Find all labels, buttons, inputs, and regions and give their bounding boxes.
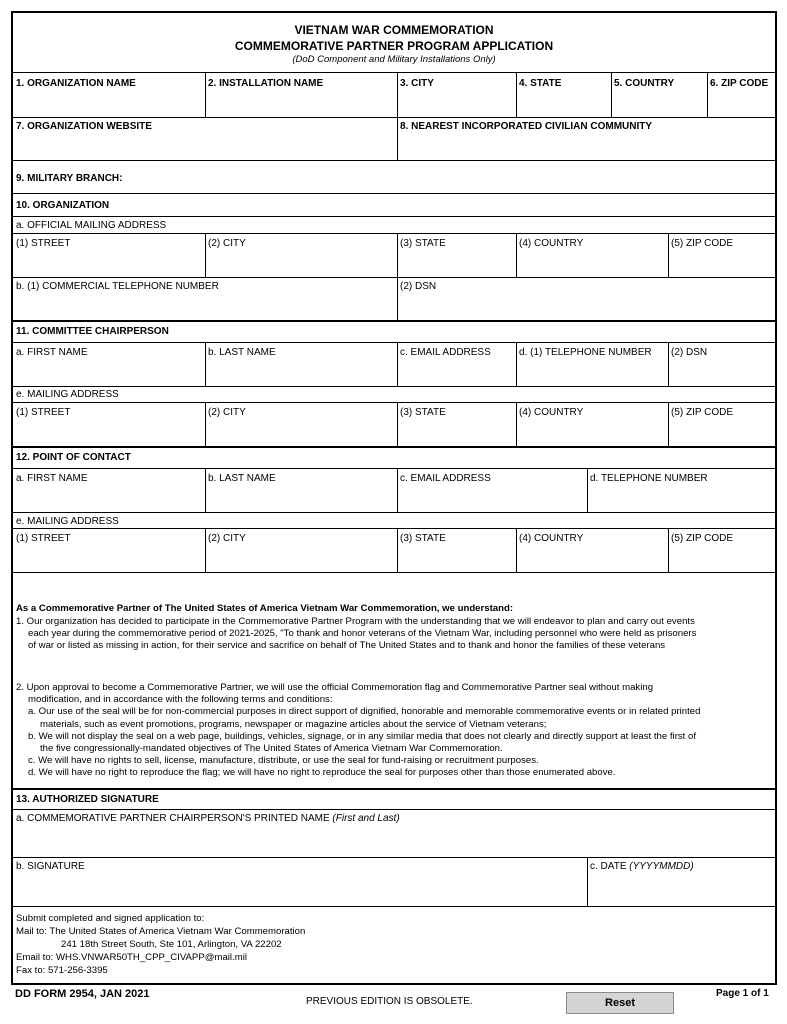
poc-zip-label: (5) ZIP CODE [671, 533, 734, 544]
poc-city-input[interactable] [206, 547, 396, 569]
section-12-heading: 12. POINT OF CONTACT [16, 452, 131, 463]
submit-instructions: Submit completed and signed application to: Mail to: The United States of America Vietnam War Commemoration 241 18th Street South, Ste 101, Arlington, VA 22202 Email to: WHS.VNWAR50TH_CPP_CIVAPP@mail.mil Fax to: 571-256-3395 [16, 913, 306, 976]
org-street-input[interactable] [14, 252, 204, 274]
poc-state-label: (3) STATE [400, 533, 446, 544]
website-input[interactable] [14, 135, 396, 157]
org-name-label: 1. ORGANIZATION NAME [16, 78, 136, 89]
chair-city-label: (2) CITY [208, 407, 246, 418]
section-11-heading: 11. COMMITTEE CHAIRPERSON [16, 326, 169, 337]
form-frame [11, 11, 777, 985]
org-city-input[interactable] [206, 252, 396, 274]
chair-mailing-address-label: e. MAILING ADDRESS [16, 389, 119, 400]
chair-dsn-label: (2) DSN [671, 347, 708, 358]
poc-city-label: (2) CITY [208, 533, 246, 544]
poc-first-name-input[interactable] [14, 487, 204, 509]
chair-state-input[interactable] [398, 421, 515, 443]
poc-country-input[interactable] [517, 547, 667, 569]
city-input[interactable] [398, 92, 515, 114]
chair-phone-input[interactable] [517, 361, 667, 383]
military-branch-label: 9. MILITARY BRANCH: [16, 173, 123, 184]
org-city-label: (2) CITY [208, 238, 246, 249]
org-phone-label: b. (1) COMMERCIAL TELEPHONE NUMBER [16, 281, 219, 292]
chair-country-input[interactable] [517, 421, 667, 443]
poc-state-input[interactable] [398, 547, 515, 569]
section-13-heading: 13. AUTHORIZED SIGNATURE [16, 794, 159, 805]
chair-country-label: (4) COUNTRY [519, 407, 584, 418]
org-dsn-label: (2) DSN [400, 281, 437, 292]
poc-email-label: c. EMAIL ADDRESS [400, 473, 491, 484]
poc-country-label: (4) COUNTRY [519, 533, 584, 544]
poc-email-input[interactable] [398, 487, 586, 509]
date-label: c. DATE (YYYYMMDD) [590, 861, 694, 872]
country-label: 5. COUNTRY [614, 78, 675, 89]
date-input[interactable] [588, 875, 774, 904]
poc-street-input[interactable] [14, 547, 204, 569]
country-input[interactable] [612, 92, 706, 114]
org-country-input[interactable] [517, 252, 667, 274]
state-label: 4. STATE [519, 78, 562, 89]
org-street-label: (1) STREET [16, 238, 71, 249]
poc-mailing-address-label: e. MAILING ADDRESS [16, 516, 119, 527]
org-zip-input[interactable] [669, 252, 774, 274]
agreement-heading: As a Commemorative Partner of The United States of America Vietnam War Commemoration, we understand: [16, 603, 514, 614]
signature-label: b. SIGNATURE [16, 861, 85, 872]
poc-last-name-input[interactable] [206, 487, 396, 509]
signature-field[interactable] [14, 875, 586, 904]
poc-phone-label: d. TELEPHONE NUMBER [590, 473, 708, 484]
page-number: Page 1 of 1 [716, 988, 769, 999]
chair-email-label: c. EMAIL ADDRESS [400, 347, 491, 358]
chair-last-name-input[interactable] [206, 361, 396, 383]
org-name-input[interactable] [14, 92, 204, 114]
military-branch-input[interactable] [133, 165, 773, 189]
form-subtitle: (DoD Component and Military Installations Only) [292, 54, 496, 65]
section-10-heading: 10. ORGANIZATION [16, 200, 110, 211]
org-state-input[interactable] [398, 252, 515, 274]
poc-zip-input[interactable] [669, 547, 774, 569]
reset-button[interactable]: Reset [566, 992, 674, 1014]
chair-last-name-label: b. LAST NAME [208, 347, 276, 358]
divider [13, 72, 775, 73]
chair-first-name-input[interactable] [14, 361, 204, 383]
chair-zip-input[interactable] [669, 421, 774, 443]
zip-input[interactable] [708, 92, 774, 114]
obsolete-notice: PREVIOUS EDITION IS OBSOLETE. [306, 996, 473, 1007]
agreement-item-1: 1. Our organization has decided to participate in the Commemorative Partner Program with the understanding that we will endeavor to plan and carry out events each year during the commemorative period of 2021-2025, "To thank and honor veterans of the Vietnam War, including personnel who were held as prisoners of war or listed as missing in action, for their service and sacrifice on behalf of The United States and to thank and honor the families of these veterans [16, 616, 697, 652]
org-mailing-address-label: a. OFFICIAL MAILING ADDRESS [16, 220, 167, 231]
form-id: DD FORM 2954, JAN 2021 [15, 988, 150, 1000]
org-dsn-input[interactable] [398, 295, 774, 317]
chair-first-name-label: a. FIRST NAME [16, 347, 88, 358]
chair-state-label: (3) STATE [400, 407, 446, 418]
city-label: 3. CITY [400, 78, 434, 89]
chair-email-input[interactable] [398, 361, 515, 383]
chair-street-input[interactable] [14, 421, 204, 443]
printed-name-label: a. COMMEMORATIVE PARTNER CHAIRPERSON'S PRINTED NAME (First and Last) [16, 813, 400, 824]
agreement-item-2: 2. Upon approval to become a Commemorative Partner, we will use the official Commemoration flag and Commemorative Partner seal without making modification, and in accordance with the following terms and conditions: a. Our use of the seal will be for non-commercial purposes in direct support of dignified, honorable and memorable commemorative events or in related printed materials, such as event promotions, programs, newspaper or magazine articles about the service of Vietnam veterans; b. We will not display the seal on a web page, buildings, vehicles, signage, or in any similar media that does not clearly and directly support at least the first of the five congressionally-mandated objectives of The United States of America Vietnam War Commemoration. c. We will have no rights to sell, license, manufacture, distribute, or use the seal for fund-raising or recruitment purposes. d. We will have no right to reproduce the flag; we will have no right to reproduce the seal for purposes other than those enumerated above. [16, 682, 701, 779]
zip-label: 6. ZIP CODE [710, 78, 769, 89]
chair-city-input[interactable] [206, 421, 396, 443]
poc-first-name-label: a. FIRST NAME [16, 473, 88, 484]
poc-street-label: (1) STREET [16, 533, 71, 544]
poc-phone-input[interactable] [588, 487, 774, 509]
chair-phone-label: d. (1) TELEPHONE NUMBER [519, 347, 652, 358]
form-title-line2: COMMEMORATIVE PARTNER PROGRAM APPLICATION [234, 39, 554, 53]
installation-name-label: 2. INSTALLATION NAME [208, 78, 324, 89]
org-zip-label: (5) ZIP CODE [671, 238, 734, 249]
chair-street-label: (1) STREET [16, 407, 71, 418]
printed-name-input[interactable] [14, 828, 774, 852]
org-country-label: (4) COUNTRY [519, 238, 584, 249]
poc-last-name-label: b. LAST NAME [208, 473, 276, 484]
chair-zip-label: (5) ZIP CODE [671, 407, 734, 418]
org-phone-input[interactable] [14, 295, 396, 317]
installation-name-input[interactable] [206, 92, 396, 114]
form-title-line1: VIETNAM WAR COMMEMORATION [294, 23, 494, 37]
nearest-community-input[interactable] [398, 135, 774, 157]
website-label: 7. ORGANIZATION WEBSITE [16, 121, 152, 132]
nearest-community-label: 8. NEAREST INCORPORATED CIVILIAN COMMUNITY [400, 121, 653, 132]
state-input[interactable] [517, 92, 610, 114]
org-state-label: (3) STATE [400, 238, 446, 249]
chair-dsn-input[interactable] [669, 361, 774, 383]
